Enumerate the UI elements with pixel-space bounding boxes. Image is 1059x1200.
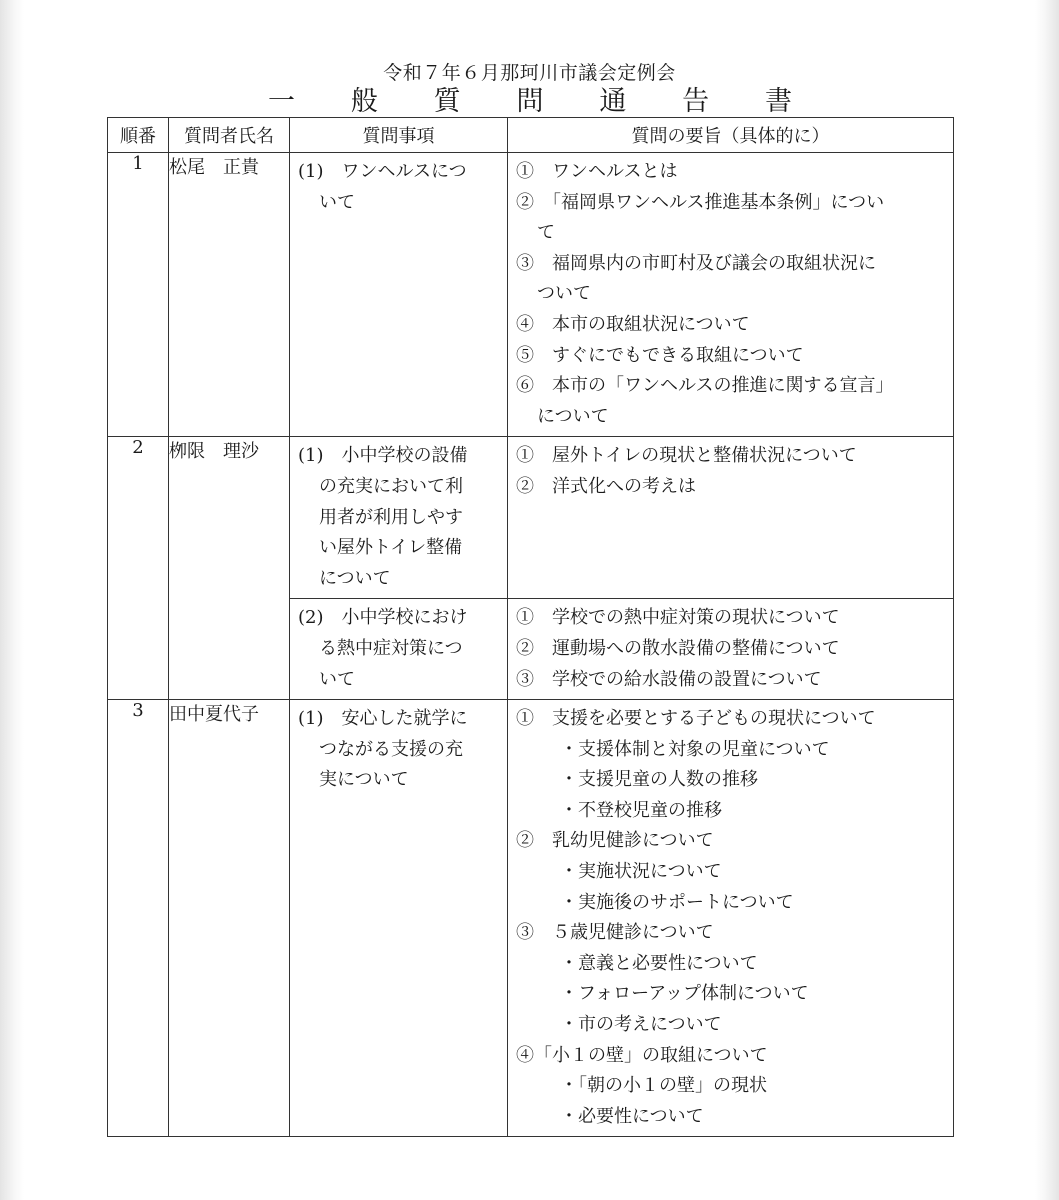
order-number: 3	[108, 700, 169, 1137]
title-char: 書	[764, 86, 792, 117]
title-char: 問	[516, 86, 544, 117]
table-body	[108, 153, 954, 1137]
summary-sub-point: ・支援体制と対象の児童について	[560, 738, 830, 760]
summary-point: ③ 福岡県内の市町村及び議会の取組状況に	[516, 252, 876, 274]
question-item-line: いて	[319, 668, 355, 690]
question-item-line: (1) 安心した就学に	[298, 708, 468, 730]
title-char: 告	[682, 86, 710, 117]
question-notice-table	[107, 117, 954, 1137]
summary-point-continuation: て	[537, 222, 555, 244]
page-edge-left	[0, 0, 24, 1200]
question-item-line: の充実において利	[319, 475, 463, 497]
summary-sub-point: ・フォローアップ体制について	[560, 983, 809, 1005]
question-item-line: る熱中症対策につ	[319, 637, 463, 659]
summary-point-continuation: ついて	[537, 283, 591, 305]
summary-point: ⑤ すぐにでもできる取組について	[516, 344, 804, 366]
summary-point: ① 学校での熱中症対策の現状について	[516, 607, 840, 629]
questioner-name: 松尾 正貴	[169, 153, 290, 437]
document-title	[268, 86, 792, 118]
summary-point: ① 支援を必要とする子どもの現状について	[516, 708, 876, 730]
title-char: 質	[433, 86, 461, 117]
header-order: 順番	[108, 118, 169, 153]
summary-sub-point: ・支援児童の人数の推移	[560, 769, 758, 791]
header-question-summary: 質問の要旨（具体的に）	[508, 118, 954, 153]
summary-point: ③ 学校での給水設備の設置について	[516, 668, 822, 690]
page-edge-right	[1035, 0, 1059, 1200]
header-questioner-name: 質問者氏名	[169, 118, 290, 153]
question-summary-cell	[508, 700, 954, 1137]
header-question-item: 質問事項	[290, 118, 508, 153]
summary-point: ① 屋外トイレの現状と整備状況について	[516, 445, 857, 467]
order-number: 2	[108, 437, 169, 700]
summary-point: ① ワンヘルスとは	[516, 161, 678, 182]
header-row	[108, 118, 954, 153]
summary-sub-point: ・市の考えについて	[560, 1014, 722, 1036]
summary-sub-point: ・不登校児童の推移	[560, 799, 722, 821]
question-item-line: 用者が利用しやす	[319, 506, 463, 528]
summary-sub-point: ・実施状況について	[560, 861, 722, 883]
question-item-line: つながる支援の充	[319, 738, 463, 760]
table-row	[108, 700, 954, 1137]
summary-point: ② 運動場への散水設備の整備について	[516, 637, 840, 659]
question-item-cell	[290, 599, 508, 700]
question-item-line: について	[319, 567, 391, 589]
title-char: 般	[350, 86, 378, 117]
table-row	[108, 437, 954, 599]
table-row	[108, 153, 954, 437]
title-char: 通	[599, 86, 627, 117]
question-summary-cell	[508, 599, 954, 700]
summary-point-continuation: について	[537, 405, 609, 427]
summary-sub-point: ・「朝の小１の壁」の現状	[560, 1075, 767, 1097]
question-item-cell	[290, 153, 508, 437]
summary-point: ④ 本市の取組状況について	[516, 313, 750, 335]
title-char: 一	[268, 86, 295, 117]
summary-point: ④「小１の壁」の取組について	[516, 1044, 768, 1066]
question-item-cell	[290, 700, 508, 1137]
question-item-line: (1) 小中学校の設備	[298, 445, 468, 467]
question-summary-cell	[508, 153, 954, 437]
question-item-line: いて	[319, 191, 355, 213]
question-item-line: (1) ワンヘルスにつ	[298, 161, 467, 182]
questioner-name: 田中夏代子	[169, 700, 290, 1137]
question-summary-cell	[508, 437, 954, 599]
document-subtitle: 令和７年６月那珂川市議会定例会	[383, 62, 676, 84]
summary-point: ③ ５歳児健診について	[516, 922, 714, 944]
summary-sub-point: ・意義と必要性について	[560, 952, 758, 974]
question-item-line: (2) 小中学校におけ	[298, 607, 468, 629]
summary-point: ② 洋式化への考えは	[516, 475, 696, 497]
summary-sub-point: ・実施後のサポートについて	[560, 891, 794, 913]
order-number: 1	[108, 153, 169, 437]
summary-point: ② 「福岡県ワンヘルス推進基本条例」につい	[516, 191, 885, 213]
summary-point: ⑥ 本市の「ワンヘルスの推進に関する宣言」	[516, 375, 894, 397]
question-item-line: い屋外トイレ整備	[319, 537, 463, 559]
questioner-name: 栁限 理沙	[169, 437, 290, 700]
question-item-cell	[290, 437, 508, 599]
question-item-line: 実について	[319, 769, 409, 791]
summary-point: ② 乳幼児健診について	[516, 830, 714, 852]
summary-sub-point: ・必要性について	[560, 1105, 704, 1127]
